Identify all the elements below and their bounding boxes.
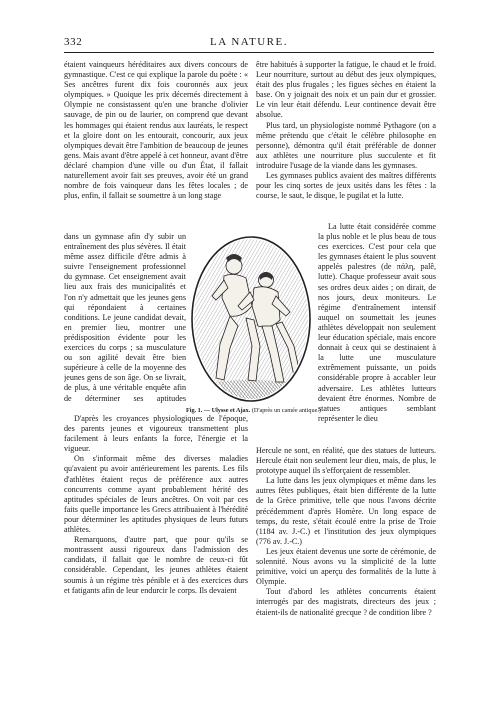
paragraph: La lutte était considérée comme la plus noble et le plus beau de tous ces exercices. C'est pour cela que les gymnases étaient le plus souvent appelés palestres (de πάλη, palê, lutte). Chaque professeur avait sous ses ordres deux aides ; on dirait, de nos jours, deux moniteurs. Le régime d'entraînement intensif auquel on soumettait les jeunes athlètes développait non seulement leur éducation spéciale, mais encore donnait à ceux qui se destinaient à la lutte une musculature extrêmement puissante, un poids considérable propre à accabler leur adversaire. Les athlètes lutteurs devaient être énormes. Nombre de statues antiques semblant représenter le dieu <box>318 222 436 423</box>
paragraph: La lutte dans les jeux olympiques et même dans les autres fêtes publiques, était bien différente de la lutte de la Grèce primitive, telle que nous l'avons décrite précédemment d'après Homère. Un long espace de temps, du reste, s'était écoulé entre la prise de Troie (1184 av. J.-C.) et l'institution des jeux olympiques (776 av. J.-C.) <box>256 476 436 546</box>
paragraph: Tout d'abord les athlètes concurrents étaient interrogés par des magistrats, directeurs des jeux ; étaient-ils de nationalité grecque ? de condition libre ? <box>256 587 436 617</box>
paragraph: étaient vainqueurs héréditaires aux divers concours de gymnastique. C'est ce qui explique la parole du poëte : « Ses ancêtres furent dix fois couronnés aux jeux olympiques. » Quoique les prix décernés directement à Olympie ne consistassent qu'en une branche d'olivier sauvage, de pin ou de laurier, on comprend que devant les hommages qui étaient rendus aux lauréats, le respect et la gloire dont on les entourait, concourir, aux jeux olympiques devait être l'ambition de beaucoup de jeunes gens. Mais avant d'être appelé à cet honneur, avant d'être déclaré champion d'une ville ou d'un État, il fallait naturellement avoir fait ses preuves, avoir été un grand nombre de fois vainqueur dans les fêtes locales ; de plus, enfin, il fallait se soumettre à un long stage <box>64 60 248 201</box>
paragraph: On s'informait même des diverses maladies qu'avaient pu avoir antérieurement les parents. Les fils d'athlètes étaient reçus de préférence aux autres concurrents comme ayant probablement hérité des aptitudes spéciales de leurs ancêtres. On voit par ces faits quelle importance les Grecs attribuaient à l'hérédité pour déterminer les aptitudes physiques de leurs futurs athlètes. <box>64 454 248 535</box>
cameo-engraving <box>190 236 312 402</box>
page-header <box>64 36 434 50</box>
paragraph: Remarquons, d'autre part, que pour qu'ils se montrassent aussi rigoureux dans l'admission des candidats, il fallait que le nombre de ceux-ci fût considérable. Cependant, les jeunes athlètes étaient soumis à un régime très pénible et à des exercices durs et fatigants afin de leur endurcir le corps. Ils devaient <box>64 535 248 595</box>
paragraph-continuation: dans un gymnase afin d'y subir un entraînement des plus sévères. Il était même assez difficile d'être admis à suivre l'enseignement professionnel du gymnase. Cet enseignement avait lieu aux frais des municipalités et l'on n'y admettait que les jeunes gens qui répondaient à certaines conditions. Le jeune candidat devait, en premier lieu, montrer une prédisposition évidente pour les exercices du corps ; sa musculature ou son agilité devait être bien supérieure à celle de la moyenne des jeunes gens de son âge. On se livrait, de plus, à une véritable enquête afin de déterminer ses aptitudes <box>64 232 186 403</box>
page-number: 332 <box>64 36 83 48</box>
paragraph: Hercule ne sont, en réalité, que des statues de lutteurs. Hercule était non seulement leur dieu, mais, de plus, le prototype auquel ils s'efforçaient de ressembler. <box>256 446 436 476</box>
paragraph: D'après les croyances physiologiques de l'époque, des parents jeunes et vigoureux transmettent plus facilement à leurs enfants la force, l'énergie et la vigueur. <box>64 414 248 454</box>
figure-ulysses-ajax-cameo <box>190 236 312 402</box>
paragraph: Les jeux étaient devenus une sorte de cérémonie, de solennité. Nous avons vu la simplicité de la lutte primitive, voici un aperçu des formalités de la lutte à Olympie. <box>256 546 436 587</box>
right-column-top <box>256 60 436 220</box>
figure-caption <box>186 407 336 415</box>
caption-label: Fig. 1. — Ulysse et Ajax. <box>186 407 251 414</box>
header-rule <box>64 52 434 53</box>
paragraph: être habitués à supporter la fatigue, le chaud et le froid. Leur nourriture, surtout au début des jeux olympiques, était des plus frugales ; les figues sèches en étaient la base. On y joignait des noix et un pain dur et grossier. Le vin leur était défendu. Leur continence devait être absolue. <box>256 60 436 120</box>
paragraph: Plus tard, un physiologiste nommé Pythagore (on a même prétendu que c'était le célèbre philosophe en personne), démontra qu'il était préférable de donner aux athlètes une nourriture plus succulente et fit introduire l'usage de la viande dans les gymnases. <box>256 120 436 170</box>
left-column-wrap <box>64 232 186 404</box>
left-column-top <box>64 60 248 232</box>
paragraph: Les gymnases publics avaient des maîtres différents pour les cinq sortes de jeux usités dans les fêtes : la course, le saut, le disque, le pugilat et la lutte. <box>256 171 436 201</box>
caption-source: (D'après un camée antique.) <box>251 407 321 414</box>
left-column-bottom <box>64 414 248 678</box>
journal-title: LA NATURE. <box>210 36 288 48</box>
right-column-bottom <box>256 446 436 678</box>
